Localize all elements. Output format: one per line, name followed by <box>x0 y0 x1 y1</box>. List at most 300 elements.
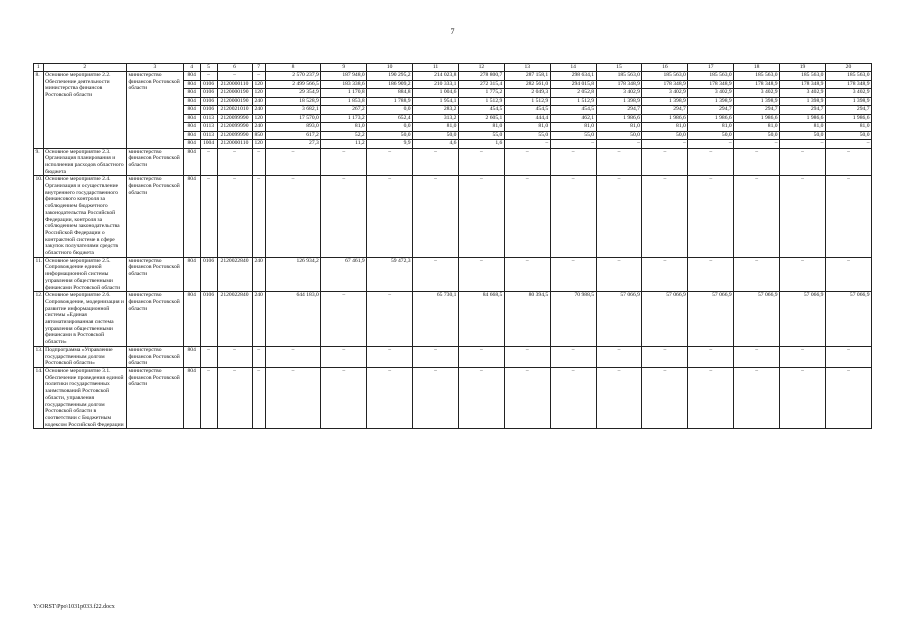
amount-cell: – <box>367 346 413 367</box>
budget-code-cell: 240 <box>252 123 265 132</box>
amount-cell: 59 472,3 <box>367 257 413 292</box>
amount-cell: – <box>825 176 871 257</box>
amount-cell: 50,0 <box>734 131 780 140</box>
budget-code-cell: 804 <box>183 114 200 123</box>
budget-code-cell: 120 <box>252 114 265 123</box>
amount-cell: 3 402,9 <box>825 89 871 98</box>
amount-cell: 3 402,9 <box>596 89 642 98</box>
amount-cell: 52,2 <box>321 131 367 140</box>
amount-cell: 1 954,1 <box>413 97 459 106</box>
table-row <box>34 292 872 347</box>
budget-code-cell: 2120000190 <box>217 89 252 98</box>
row-number: 10. <box>34 176 44 257</box>
amount-cell: – <box>458 346 504 367</box>
amount-cell: – <box>688 140 734 149</box>
amount-cell: 57 066,9 <box>688 292 734 347</box>
amount-cell: – <box>550 148 596 176</box>
amount-cell: 3 682,1 <box>265 106 321 115</box>
budget-code-cell: 2120099990 <box>217 114 252 123</box>
amount-cell: 55,0 <box>550 131 596 140</box>
budget-code-cell: – <box>200 72 217 81</box>
budget-code-cell: 2120099990 <box>217 131 252 140</box>
column-number: 7 <box>252 64 265 72</box>
amount-cell: 1 853,8 <box>321 97 367 106</box>
column-number: 6 <box>217 64 252 72</box>
amount-cell: – <box>780 140 826 149</box>
budget-code-cell: 804 <box>183 123 200 132</box>
amount-cell: – <box>265 176 321 257</box>
column-number: 17 <box>688 64 734 72</box>
amount-cell: – <box>825 346 871 367</box>
amount-cell: – <box>321 368 367 429</box>
budget-code-cell: 0106 <box>200 89 217 98</box>
amount-cell: 29 354,9 <box>265 89 321 98</box>
budget-code-cell: – <box>252 72 265 81</box>
budget-code-cell: 0113 <box>200 123 217 132</box>
column-number: 13 <box>504 64 550 72</box>
budget-code-cell: – <box>252 176 265 257</box>
budget-code-cell: – <box>252 346 265 367</box>
amount-cell: 81,0 <box>550 123 596 132</box>
measure-name: Подпрограмма «Управление государственным долгом Ростовской области» <box>43 346 126 367</box>
budget-code-cell: 804 <box>183 176 200 257</box>
amount-cell: – <box>321 292 367 347</box>
row-number: 13. <box>34 346 44 367</box>
column-number: 3 <box>126 64 183 72</box>
budget-code-cell: – <box>217 72 252 81</box>
budget-code-cell: 0113 <box>200 131 217 140</box>
row-number: 9. <box>34 148 44 176</box>
budget-code-cell: 240 <box>252 97 265 106</box>
amount-cell: – <box>413 176 459 257</box>
executor-name: министерство финансов Ростовской области <box>126 176 183 257</box>
budget-code-cell: – <box>200 176 217 257</box>
amount-cell: 1 004,6 <box>413 89 459 98</box>
amount-cell: 444,4 <box>504 114 550 123</box>
executor-name: министерство финансов Ростовской области <box>126 292 183 347</box>
amount-cell: 3 402,9 <box>780 89 826 98</box>
amount-cell: 27,3 <box>265 140 321 149</box>
amount-cell: 183 338,6 <box>321 80 367 89</box>
budget-code-cell: 0106 <box>200 257 217 292</box>
amount-cell: 178 348,9 <box>734 80 780 89</box>
amount-cell: 81,0 <box>596 123 642 132</box>
amount-cell: 50,0 <box>596 131 642 140</box>
budget-code-cell: 0106 <box>200 106 217 115</box>
amount-cell: – <box>688 346 734 367</box>
amount-cell: – <box>825 140 871 149</box>
amount-cell: – <box>504 346 550 367</box>
amount-cell: – <box>596 368 642 429</box>
amount-cell: – <box>596 346 642 367</box>
amount-cell: 1 398,9 <box>734 97 780 106</box>
amount-cell: 178 348,9 <box>642 80 688 89</box>
table-row <box>34 368 872 429</box>
budget-code-cell: 120 <box>252 80 265 89</box>
amount-cell: 454,5 <box>504 106 550 115</box>
amount-cell: 4,6 <box>413 140 459 149</box>
amount-cell: – <box>504 257 550 292</box>
column-number: 8 <box>265 64 321 72</box>
executor-name: министерство финансов Ростовской области <box>126 257 183 292</box>
amount-cell: – <box>504 176 550 257</box>
amount-cell: 11,2 <box>321 140 367 149</box>
amount-cell: 9,9 <box>367 140 413 149</box>
amount-cell: 210 333,1 <box>413 80 459 89</box>
budget-table <box>33 63 872 429</box>
budget-code-cell: 0106 <box>200 292 217 347</box>
amount-cell: 50,0 <box>413 131 459 140</box>
amount-cell: – <box>642 176 688 257</box>
budget-code-cell: – <box>217 368 252 429</box>
budget-code-cell: 2120099990 <box>217 123 252 132</box>
amount-cell: 272 315,4 <box>458 80 504 89</box>
amount-cell: – <box>734 257 780 292</box>
amount-cell: 57 066,9 <box>734 292 780 347</box>
budget-code-cell: 120 <box>252 140 265 149</box>
budget-code-cell: 240 <box>252 292 265 347</box>
budget-code-cell: 0106 <box>200 80 217 89</box>
amount-cell: – <box>413 368 459 429</box>
amount-cell: 278 800,7 <box>458 72 504 81</box>
amount-cell: 2 605,1 <box>458 114 504 123</box>
budget-code-cell: 2120022840 <box>217 257 252 292</box>
measure-name: Основное мероприятие 2.2. Обеспечение деятельности министерства финансов Ростовской области <box>43 72 126 149</box>
amount-cell: 1 986,6 <box>642 114 688 123</box>
budget-code-cell: 804 <box>183 368 200 429</box>
budget-code-cell: – <box>217 176 252 257</box>
row-number: 11. <box>34 257 44 292</box>
row-number: 8. <box>34 72 44 149</box>
amount-cell: 2 499 566,5 <box>265 80 321 89</box>
amount-cell: 178 348,9 <box>596 80 642 89</box>
budget-code-cell: – <box>200 368 217 429</box>
budget-code-cell: 804 <box>183 80 200 89</box>
amount-cell: – <box>596 148 642 176</box>
amount-cell: 65 730,1 <box>413 292 459 347</box>
amount-cell: 294,7 <box>688 106 734 115</box>
amount-cell: 454,5 <box>458 106 504 115</box>
amount-cell: 178 348,9 <box>780 80 826 89</box>
budget-code-cell: 1004 <box>200 140 217 149</box>
amount-cell: 652,4 <box>367 114 413 123</box>
amount-cell: 50,0 <box>825 131 871 140</box>
amount-cell: – <box>596 140 642 149</box>
budget-code-cell: 2120000110 <box>217 80 252 89</box>
amount-cell: – <box>504 368 550 429</box>
amount-cell: 81,0 <box>642 123 688 132</box>
amount-cell: – <box>458 176 504 257</box>
budget-code-cell: 804 <box>183 97 200 106</box>
column-number: 15 <box>596 64 642 72</box>
amount-cell: – <box>321 346 367 367</box>
budget-code-cell: 804 <box>183 89 200 98</box>
amount-cell: – <box>321 148 367 176</box>
amount-cell: – <box>780 346 826 367</box>
amount-cell: – <box>642 148 688 176</box>
amount-cell: – <box>550 368 596 429</box>
column-number: 19 <box>780 64 826 72</box>
amount-cell: – <box>458 257 504 292</box>
budget-code-cell: – <box>200 346 217 367</box>
budget-code-cell: 804 <box>183 131 200 140</box>
amount-cell: 1 986,6 <box>780 114 826 123</box>
amount-cell: – <box>504 140 550 149</box>
amount-cell: 70 988,5 <box>550 292 596 347</box>
table-row <box>34 257 872 292</box>
column-number: 18 <box>734 64 780 72</box>
budget-code-cell: 240 <box>252 257 265 292</box>
amount-cell: – <box>688 368 734 429</box>
amount-cell: – <box>550 176 596 257</box>
amount-cell: 214 023,8 <box>413 72 459 81</box>
amount-cell: 185 563,0 <box>780 72 826 81</box>
amount-cell: – <box>413 148 459 176</box>
amount-cell: 313,2 <box>413 114 459 123</box>
amount-cell: 1 986,6 <box>596 114 642 123</box>
amount-cell: 187 948,0 <box>321 72 367 81</box>
amount-cell: 57 066,9 <box>780 292 826 347</box>
amount-cell: 282 561,0 <box>504 80 550 89</box>
amount-cell: 57 066,9 <box>642 292 688 347</box>
column-number: 1 <box>34 64 44 72</box>
amount-cell: 1 788,9 <box>367 97 413 106</box>
amount-cell: 298 634,1 <box>550 72 596 81</box>
column-number: 20 <box>825 64 871 72</box>
amount-cell: – <box>413 257 459 292</box>
amount-cell: – <box>688 148 734 176</box>
budget-code-cell: 2120022840 <box>217 292 252 347</box>
budget-code-cell: – <box>217 346 252 367</box>
budget-code-cell: – <box>252 148 265 176</box>
column-number: 9 <box>321 64 367 72</box>
amount-cell: 3 402,9 <box>642 89 688 98</box>
table-row <box>34 176 872 257</box>
row-number: 14. <box>34 368 44 429</box>
column-number: 12 <box>458 64 504 72</box>
amount-cell: – <box>413 346 459 367</box>
amount-cell: 1 398,9 <box>825 97 871 106</box>
amount-cell: – <box>825 148 871 176</box>
budget-code-cell: 0106 <box>200 97 217 106</box>
amount-cell: 294 015,8 <box>550 80 596 89</box>
amount-cell: 185 563,0 <box>734 72 780 81</box>
table-row <box>34 148 872 176</box>
amount-cell: 1 512,9 <box>504 97 550 106</box>
measure-name: Основное мероприятие 2.4. Организация и осуществление внутреннего государственного финансового контроля за соблюдением бюджетного законодательства Российской Федерации, контроля за соблюдением законодательства Российской Федерации о контрактной системе в сфере закупок получателями средств областного бюджета <box>43 176 126 257</box>
amount-cell: – <box>780 368 826 429</box>
amount-cell: 2 570 237,9 <box>265 72 321 81</box>
column-number: 10 <box>367 64 413 72</box>
amount-cell: – <box>734 368 780 429</box>
budget-code-cell: 2120000110 <box>217 140 252 149</box>
amount-cell: 190 295,2 <box>367 72 413 81</box>
amount-cell: – <box>825 257 871 292</box>
amount-cell: 81,0 <box>780 123 826 132</box>
amount-cell: – <box>367 292 413 347</box>
budget-code-cell: 850 <box>252 131 265 140</box>
amount-cell: 0,0 <box>367 106 413 115</box>
amount-cell: 17 570,0 <box>265 114 321 123</box>
amount-cell: 294,7 <box>734 106 780 115</box>
budget-code-cell: 804 <box>183 140 200 149</box>
amount-cell: 81,0 <box>504 123 550 132</box>
amount-cell: 55,0 <box>504 131 550 140</box>
amount-cell: 1 170,8 <box>321 89 367 98</box>
amount-cell: – <box>265 346 321 367</box>
amount-cell: 3 402,9 <box>734 89 780 98</box>
executor-name: министерство финансов Ростовской области <box>126 148 183 176</box>
amount-cell: 50,0 <box>642 131 688 140</box>
amount-cell: 644 183,0 <box>265 292 321 347</box>
budget-code-cell: 804 <box>183 148 200 176</box>
amount-cell: – <box>265 368 321 429</box>
budget-code-cell: – <box>252 368 265 429</box>
amount-cell: 1 398,9 <box>642 97 688 106</box>
budget-code-cell: 240 <box>252 106 265 115</box>
amount-cell: 1 398,9 <box>596 97 642 106</box>
column-number: 5 <box>200 64 217 72</box>
measure-name: Основное мероприятие 2.5. Сопровождение единой информационной системы управления общественными финансами Ростовской области <box>43 257 126 292</box>
executor-name: министерство финансов Ростовской области <box>126 72 183 149</box>
amount-cell: 267,2 <box>321 106 367 115</box>
budget-code-cell: 0113 <box>200 114 217 123</box>
amount-cell: – <box>780 176 826 257</box>
amount-cell: 283,2 <box>413 106 459 115</box>
amount-cell: – <box>642 140 688 149</box>
amount-cell: 185 563,0 <box>596 72 642 81</box>
amount-cell: – <box>321 176 367 257</box>
amount-cell: 294,7 <box>825 106 871 115</box>
budget-code-cell: 804 <box>183 346 200 367</box>
amount-cell: – <box>734 176 780 257</box>
amount-cell: 81,0 <box>321 123 367 132</box>
amount-cell: – <box>596 257 642 292</box>
budget-code-cell: 2120021010 <box>217 106 252 115</box>
amount-cell: 50,0 <box>780 131 826 140</box>
amount-cell: – <box>458 148 504 176</box>
amount-cell: 67 461,9 <box>321 257 367 292</box>
amount-cell: 81,0 <box>734 123 780 132</box>
amount-cell: 81,0 <box>688 123 734 132</box>
amount-cell: 294,7 <box>780 106 826 115</box>
amount-cell: 178 348,9 <box>688 80 734 89</box>
amount-cell: 1,6 <box>458 140 504 149</box>
amount-cell: – <box>367 148 413 176</box>
amount-cell: 185 563,0 <box>825 72 871 81</box>
measure-name: Основное мероприятие 3.1. Обеспечение проведения единой политики государственных заимствований Ростовской области, управления государственным долгом Ростовской области в соответствии с Бюджетным кодексом Российской Федерации <box>43 368 126 429</box>
amount-cell: 18 528,9 <box>265 97 321 106</box>
amount-cell: – <box>596 176 642 257</box>
amount-cell: 178 348,9 <box>825 80 871 89</box>
amount-cell: 1 398,9 <box>688 97 734 106</box>
amount-cell: – <box>780 148 826 176</box>
amount-cell: 893,0 <box>265 123 321 132</box>
executor-name: министерство финансов Ростовской области <box>126 368 183 429</box>
budget-code-cell: 804 <box>183 72 200 81</box>
column-number: 14 <box>550 64 596 72</box>
amount-cell: 287 158,1 <box>504 72 550 81</box>
budget-code-cell: – <box>200 148 217 176</box>
amount-cell: 81,0 <box>458 123 504 132</box>
amount-cell: – <box>642 257 688 292</box>
amount-cell: 1 512,9 <box>550 97 596 106</box>
amount-cell: 1 986,6 <box>825 114 871 123</box>
measure-name: Основное мероприятие 2.6. Сопровождение, модернизация и развитие информационной системы «Единая автоматизированная система управления общественными финансами в Ростовской области» <box>43 292 126 347</box>
amount-cell: – <box>642 368 688 429</box>
amount-cell: 186 909,2 <box>367 80 413 89</box>
amount-cell: 126 934,2 <box>265 257 321 292</box>
row-number: 12. <box>34 292 44 347</box>
amount-cell: 0,0 <box>367 123 413 132</box>
amount-cell: – <box>688 257 734 292</box>
page-number: 7 <box>450 27 455 36</box>
amount-cell: – <box>458 368 504 429</box>
amount-cell: 454,5 <box>550 106 596 115</box>
amount-cell: 884,8 <box>367 89 413 98</box>
amount-cell: – <box>367 176 413 257</box>
amount-cell: – <box>550 140 596 149</box>
amount-cell: 294,7 <box>642 106 688 115</box>
budget-code-cell: 804 <box>183 257 200 292</box>
amount-cell: 81,0 <box>825 123 871 132</box>
amount-cell: 1 775,2 <box>458 89 504 98</box>
amount-cell: – <box>550 257 596 292</box>
amount-cell: 2 052,8 <box>550 89 596 98</box>
amount-cell: – <box>367 368 413 429</box>
amount-cell: 462,1 <box>550 114 596 123</box>
column-number: 2 <box>43 64 126 72</box>
amount-cell: 1 986,6 <box>688 114 734 123</box>
amount-cell: 57 066,9 <box>596 292 642 347</box>
amount-cell: 1 986,6 <box>734 114 780 123</box>
amount-cell: 57 066,9 <box>825 292 871 347</box>
budget-code-cell: 804 <box>183 106 200 115</box>
budget-code-cell: 120 <box>252 89 265 98</box>
amount-cell: 1 173,2 <box>321 114 367 123</box>
amount-cell: 1 398,9 <box>780 97 826 106</box>
amount-cell: 185 563,0 <box>688 72 734 81</box>
column-number: 16 <box>642 64 688 72</box>
amount-cell: 81,0 <box>413 123 459 132</box>
budget-code-cell: – <box>217 148 252 176</box>
amount-cell: – <box>550 346 596 367</box>
budget-code-cell: 804 <box>183 292 200 347</box>
measure-name: Основное мероприятие 2.3. Организация планирования и исполнения расходов областного бюджета <box>43 148 126 176</box>
amount-cell: – <box>825 368 871 429</box>
column-number: 11 <box>413 64 459 72</box>
amount-cell: 55,0 <box>458 131 504 140</box>
amount-cell: 50,0 <box>688 131 734 140</box>
budget-code-cell: 2120000190 <box>217 97 252 106</box>
amount-cell: – <box>734 140 780 149</box>
amount-cell: 2 049,3 <box>504 89 550 98</box>
amount-cell: – <box>642 346 688 367</box>
amount-cell: 617,2 <box>265 131 321 140</box>
amount-cell: – <box>504 148 550 176</box>
amount-cell: 1 512,9 <box>458 97 504 106</box>
amount-cell: 80 394,5 <box>504 292 550 347</box>
amount-cell: – <box>734 148 780 176</box>
amount-cell: 185 563,0 <box>642 72 688 81</box>
file-path-footer: Y:\ORST\Ppo\1031p033.f22.docx <box>33 604 115 610</box>
column-number-row <box>34 64 872 72</box>
table-row <box>34 346 872 367</box>
amount-cell: 50,0 <box>367 131 413 140</box>
executor-name: министерство финансов Ростовской области <box>126 346 183 367</box>
amount-cell: 294,7 <box>596 106 642 115</box>
column-number: 4 <box>183 64 200 72</box>
